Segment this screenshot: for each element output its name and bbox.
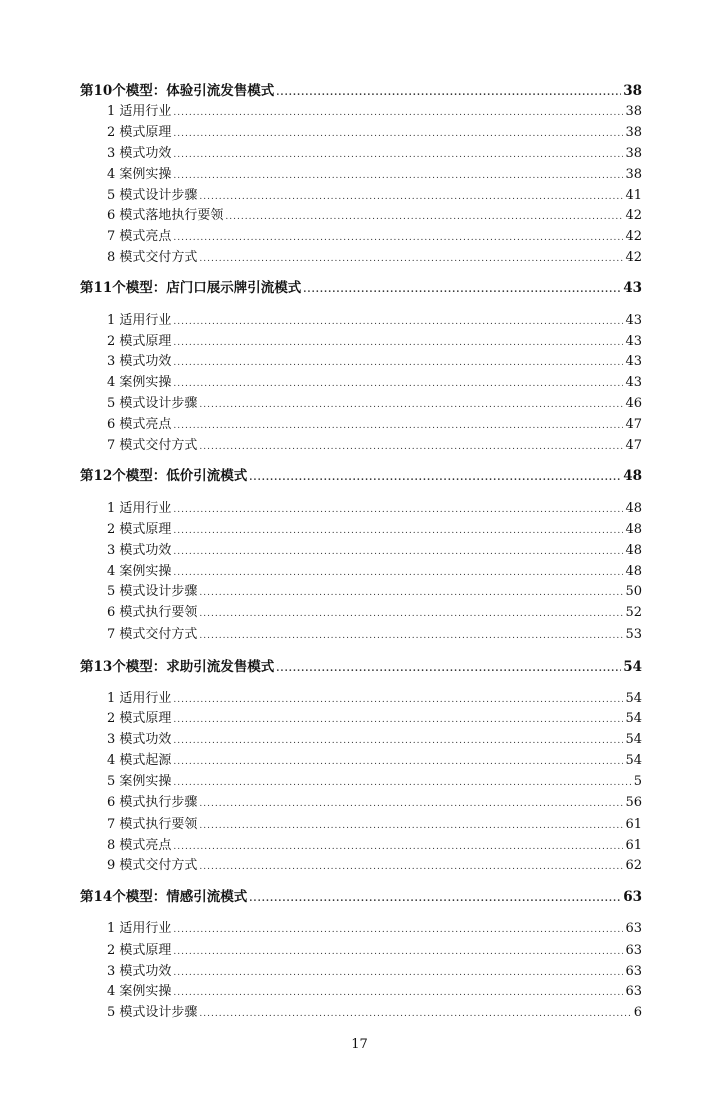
dot-leader [173,501,623,519]
toc-item-label: 2 模式原理 [107,943,172,958]
toc-page-number: 54 [625,732,642,747]
dot-leader [173,125,623,143]
dot-leader [173,564,623,582]
toc-page-number: 41 [625,188,642,203]
dot-leader [199,188,623,206]
toc-item-label: 5 模式设计步骤 [107,584,198,599]
dot-leader [173,229,623,247]
toc-item[interactable] [107,983,642,1002]
dot-leader [303,281,621,299]
toc-item-label: 6 模式执行步骤 [107,795,198,810]
toc-page-number: 43 [625,334,642,349]
page-footer-number: 17 [351,1037,368,1052]
toc-item[interactable] [107,228,642,247]
toc-page-number: 63 [623,889,642,905]
dot-leader [249,469,621,487]
dot-leader [199,605,623,623]
dot-leader [199,438,623,456]
dot-leader [173,774,631,792]
toc-page-number: 54 [625,753,642,768]
toc-item[interactable] [107,249,642,268]
toc-item[interactable] [107,583,642,602]
toc-item[interactable] [107,103,642,122]
dot-leader [173,375,623,393]
toc-item-label: 7 模式交付方式 [107,438,198,453]
toc-page-number: 63 [625,921,642,936]
toc-heading[interactable] [80,279,642,299]
toc-page-number: 48 [625,501,642,516]
toc-heading-title: 第14个模型：情感引流模式 [80,889,248,905]
toc-item[interactable] [107,710,642,729]
toc-item-label: 7 模式亮点 [107,229,172,244]
toc-page-number: 38 [625,167,642,182]
toc-page-number: 48 [625,564,642,579]
toc-item-label: 5 模式设计步骤 [107,188,198,203]
toc-item-label: 4 模式起源 [107,753,172,768]
toc-item-label: 7 模式交付方式 [107,627,198,642]
toc-page-number: 42 [625,250,642,265]
toc-page-number: 38 [625,146,642,161]
toc-item[interactable] [107,1004,642,1023]
dot-leader [199,858,623,876]
toc-item[interactable] [107,207,642,226]
toc-item[interactable] [107,333,642,352]
toc-page-number: 38 [625,125,642,140]
dot-leader [173,943,623,961]
toc-item[interactable] [107,395,642,414]
toc-item[interactable] [107,521,642,540]
toc-item[interactable] [107,416,642,435]
toc-page-number: 38 [625,104,642,119]
toc-page-number: 61 [625,817,642,832]
dot-leader [173,711,623,729]
toc-item-label: 2 模式原理 [107,522,172,537]
toc-page-number: 43 [625,375,642,390]
toc-page-number: 42 [625,208,642,223]
toc-item[interactable] [107,187,642,206]
toc-item-label: 5 模式设计步骤 [107,396,198,411]
toc-item[interactable] [107,437,642,456]
toc-item-label: 6 模式落地执行要领 [107,208,224,223]
toc-item[interactable] [107,124,642,143]
toc-page-number: 43 [625,354,642,369]
dot-leader [199,396,623,414]
toc-item-label: 6 模式执行要领 [107,605,198,620]
toc-item[interactable] [107,500,642,519]
toc-item-label: 3 模式功效 [107,543,172,558]
dot-leader [199,250,623,268]
dot-leader [199,1005,631,1023]
toc-item[interactable] [107,837,642,856]
toc-item[interactable] [107,920,642,939]
toc-page-number: 47 [625,417,642,432]
dot-leader [173,964,623,982]
toc-item[interactable] [107,563,642,582]
dot-leader [199,627,623,645]
toc-item[interactable] [107,542,642,561]
toc-item-label: 2 模式原理 [107,125,172,140]
dot-leader [173,417,623,435]
toc-heading-title: 第10个模型：体验引流发售模式 [80,83,275,99]
dot-leader [173,691,623,709]
toc-page-number: 38 [623,83,642,99]
toc-page-number: 42 [625,229,642,244]
toc-item-label: 1 适用行业 [107,691,172,706]
dot-leader [173,354,623,372]
dot-leader [173,543,623,561]
toc-item-label: 3 模式功效 [107,964,172,979]
toc-page-number: 52 [625,605,642,620]
toc-item[interactable] [107,374,642,393]
dot-leader [199,817,623,835]
toc-page-number: 50 [625,584,642,599]
toc-page-number: 56 [625,795,642,810]
toc-item-label: 5 案例实操 [107,774,172,789]
toc-item-label: 3 模式功效 [107,354,172,369]
toc-item-label: 4 案例实操 [107,167,172,182]
toc-item-label: 1 适用行业 [107,104,172,119]
dot-leader [173,104,623,122]
toc-item[interactable] [107,963,642,982]
dot-leader [199,795,623,813]
toc-heading[interactable] [80,658,642,678]
dot-leader [173,984,623,1002]
toc-page-number: 54 [625,711,642,726]
toc-page-number: 48 [625,522,642,537]
toc-page-number: 47 [625,438,642,453]
dot-leader [173,313,623,331]
dot-leader [173,921,623,939]
toc-item[interactable] [107,604,642,623]
toc-item-label: 8 模式亮点 [107,838,172,853]
dot-leader [173,838,623,856]
toc-page-number: 61 [625,838,642,853]
toc-item-label: 3 模式功效 [107,146,172,161]
toc-item-label: 4 案例实操 [107,375,172,390]
dot-leader [173,522,623,540]
toc-page-number: 6 [633,1005,642,1020]
toc-page-number: 5 [633,774,642,789]
toc-item[interactable] [107,145,642,164]
dot-leader [249,890,621,908]
toc-item-label: 2 模式原理 [107,711,172,726]
toc-page-number: 63 [625,964,642,979]
toc-page-number: 48 [625,543,642,558]
dot-leader [276,660,621,678]
toc-item[interactable] [107,690,642,709]
toc-heading[interactable] [80,467,642,487]
toc-item[interactable] [107,626,642,645]
toc-page-number: 46 [625,396,642,411]
toc-heading-title: 第12个模型：低价引流模式 [80,468,248,484]
toc-page-number: 43 [625,313,642,328]
dot-leader [173,334,623,352]
toc-item-label: 1 适用行业 [107,501,172,516]
toc-heading-title: 第11个模型：店门口展示牌引流模式 [80,280,302,296]
toc-item-label: 8 模式交付方式 [107,250,198,265]
toc-page-number: 63 [625,984,642,999]
dot-leader [173,167,623,185]
toc-page-number: 48 [623,468,642,484]
dot-leader [173,753,623,771]
toc-heading[interactable] [80,82,642,102]
toc-item[interactable] [107,794,642,813]
toc-item-label: 1 适用行业 [107,921,172,936]
toc-item-label: 7 模式执行要领 [107,817,198,832]
toc-page-number: 62 [625,858,642,873]
toc-heading[interactable] [80,888,642,908]
toc-item-label: 9 模式交付方式 [107,858,198,873]
toc-item[interactable] [107,816,642,835]
toc-item-label: 3 模式功效 [107,732,172,747]
toc-page-number: 54 [623,659,642,675]
toc-item[interactable] [107,353,642,372]
toc-item-label: 1 适用行业 [107,313,172,328]
toc-item-label: 5 模式设计步骤 [107,1005,198,1020]
toc-item[interactable] [107,731,642,750]
toc-page-number: 54 [625,691,642,706]
toc-item-label: 4 案例实操 [107,564,172,579]
toc-item-label: 4 案例实操 [107,984,172,999]
dot-leader [173,146,623,164]
toc-heading-title: 第13个模型：求助引流发售模式 [80,659,275,675]
toc-page-number: 43 [623,280,642,296]
toc-item[interactable] [107,312,642,331]
dot-leader [276,84,621,102]
dot-leader [173,732,623,750]
toc-item-label: 6 模式亮点 [107,417,172,432]
toc-page-number: 63 [625,943,642,958]
toc-item[interactable] [107,752,642,771]
toc-item[interactable] [107,773,642,792]
toc-item[interactable] [107,166,642,185]
toc-item-label: 2 模式原理 [107,334,172,349]
dot-leader [199,584,623,602]
toc-page-number: 53 [625,627,642,642]
dot-leader [225,208,623,226]
toc-item[interactable] [107,942,642,961]
toc-item[interactable] [107,857,642,876]
